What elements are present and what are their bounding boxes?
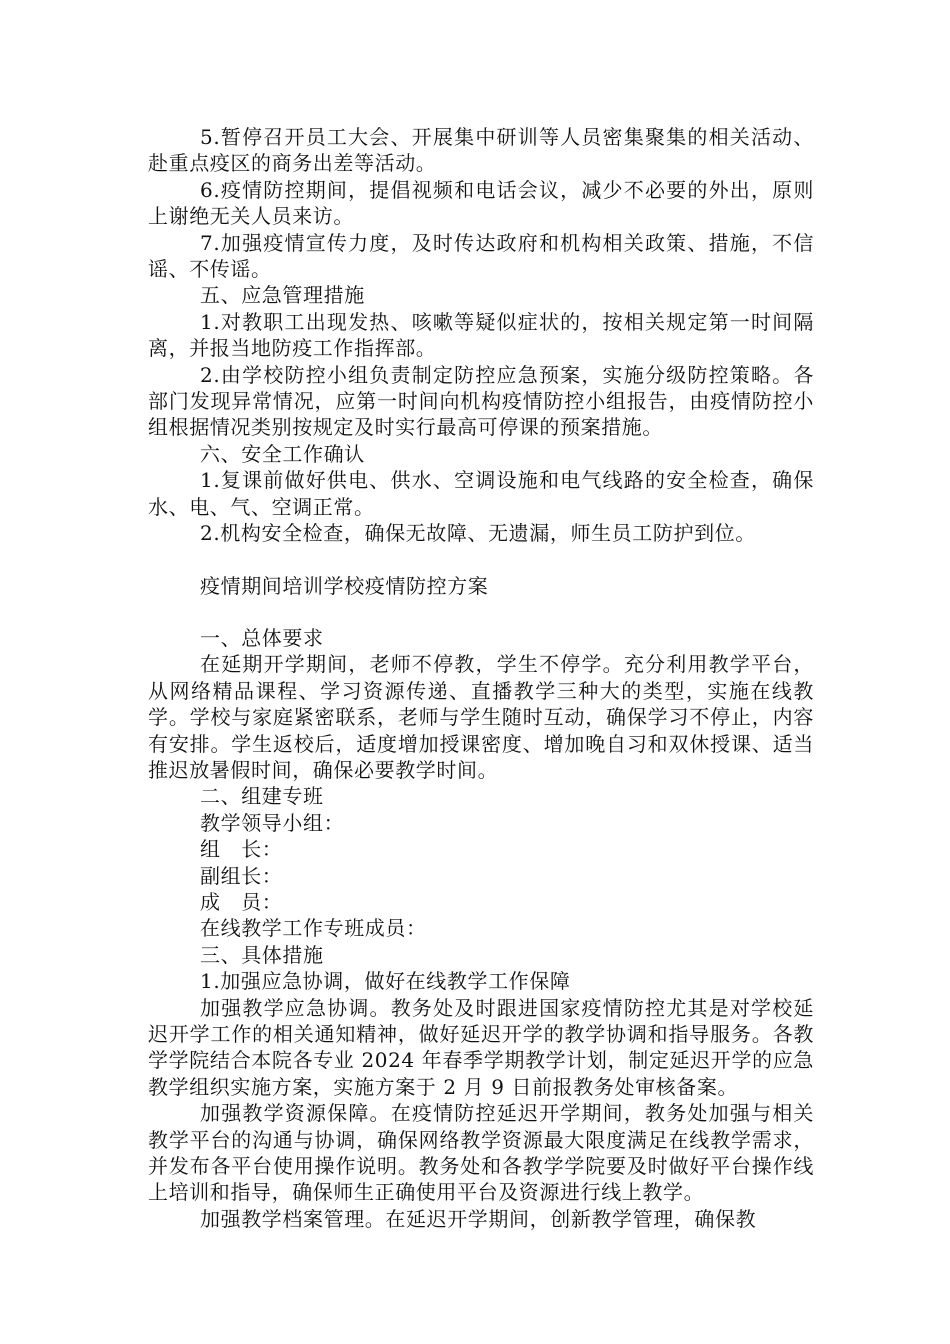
paragraph-safety-1: 1.复课前做好供电、供水、空调设施和电气线路的安全检查，确保水、电、气、空调正常。 xyxy=(148,468,814,519)
document-title: 疫情期间培训学校疫情防控方案 xyxy=(200,573,489,598)
paragraph-general: 在延期开学期间，老师不停教，学生不停学。充分利用教学平台，从网络精品课程、学习资源传递、直播教学三种大的类型，实施在线教学。学校与家庭紧密联系，老师与学生随时互动，确保学习不停止，内容有安排。学生返校后，适度增加授课密度、增加晚自习和双休授课、适当推迟放暑假时间，确保必要教学时间。 xyxy=(148,652,814,782)
team-line-leadership: 教学领导小组： xyxy=(200,810,345,835)
team-line-leader: 组 长： xyxy=(200,837,283,862)
section-heading-team: 二、组建专班 xyxy=(200,784,324,809)
paragraph-measures-resources: 加强教学资源保障。在疫情防控延迟开学期间，教务处加强与相关教学平台的沟通与协调，确保网络教学资源最大限度满足在线教学需求，并发布各平台使用操作说明。教务处和各教学学院要及时做好平台操作线上培训和指导，确保师生正确使用平台及资源进行线上教学。 xyxy=(148,1101,814,1205)
paragraph-item-6: 6.疫情防控期间，提倡视频和电话会议，减少不必要的外出，原则上谢绝无关人员来访。 xyxy=(148,177,814,229)
paragraph-item-5: 5.暂停召开员工大会、开展集中研训等人员密集聚集的相关活动、赴重点疫区的商务出差等活动。 xyxy=(148,125,814,176)
section-heading-safety: 六、安全工作确认 xyxy=(200,441,365,466)
paragraph-item-7: 7.加强疫情宣传力度，及时传达政府和机构相关政策、措施，不信谣、不传谣。 xyxy=(148,230,814,282)
subheading-measures-1: 1.加强应急协调，做好在线教学工作保障 xyxy=(200,969,571,994)
section-heading-emergency: 五、应急管理措施 xyxy=(200,283,365,308)
section-heading-measures: 三、具体措施 xyxy=(200,942,324,967)
section-heading-general: 一、总体要求 xyxy=(200,625,324,650)
paragraph-safety-2: 2.机构安全检查，确保无故障、无遗漏，师生员工防护到位。 xyxy=(200,521,756,546)
paragraph-measures-coordination: 加强教学应急协调。教务处及时跟进国家疫情防控尤其是对学校延迟开学工作的相关通知精神，做好延迟开学的教学协调和指导服务。各教学学院结合本院各专业 2024 年春季学期教学计划，制定延迟开学的应急教学组织实施方案，实施方案于 2 月 9 日前报教务处审核备案。 xyxy=(148,995,814,1099)
paragraph-emergency-2: 2.由学校防控小组负责制定防控应急预案，实施分级防控策略。各部门发现异常情况，应第一时间向机构疫情防控小组报告，由疫情防控小组根据情况类别按规定及时实行最高可停课的预案措施。 xyxy=(148,362,814,440)
team-line-members: 成 员： xyxy=(200,889,283,914)
paragraph-emergency-1: 1.对教职工出现发热、咳嗽等疑似症状的，按相关规定第一时间隔离，并报当地防疫工作指挥部。 xyxy=(148,309,814,361)
team-line-online: 在线教学工作专班成员： xyxy=(200,916,427,941)
document-page xyxy=(148,124,814,1232)
paragraph-measures-archives: 加强教学档案管理。在延迟开学期间，创新教学管理，确保教 xyxy=(200,1206,757,1231)
team-line-deputy: 副组长： xyxy=(200,863,283,888)
